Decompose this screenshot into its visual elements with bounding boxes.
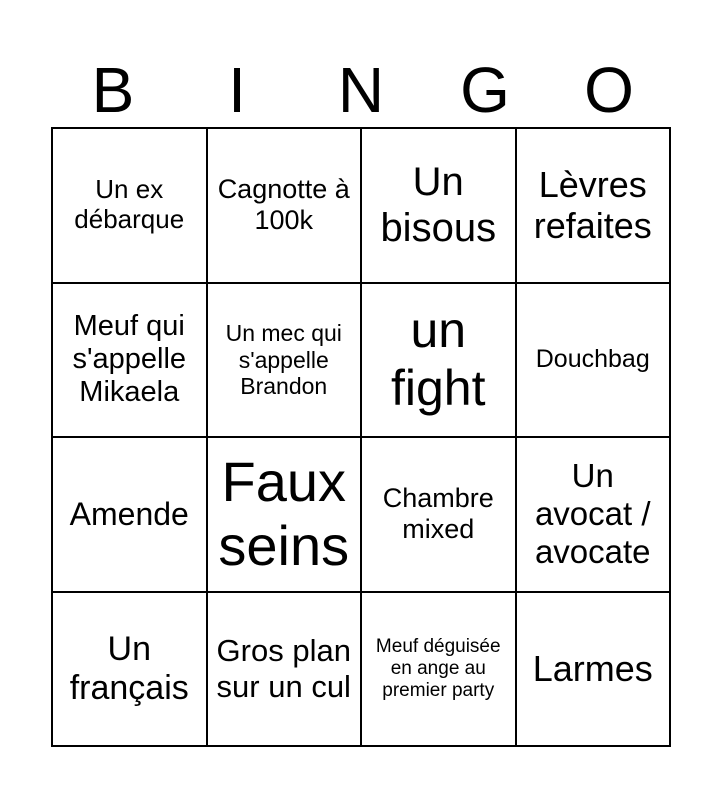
cell-text: Un français bbox=[69, 629, 189, 707]
bingo-cell[interactable] bbox=[362, 284, 517, 439]
bingo-cell[interactable] bbox=[517, 438, 672, 593]
cell-text: un fight bbox=[390, 302, 486, 416]
header-letter-b: B bbox=[91, 54, 135, 126]
bingo-cell[interactable] bbox=[362, 593, 517, 748]
bingo-header bbox=[51, 52, 671, 128]
bingo-cell[interactable] bbox=[517, 593, 672, 748]
bingo-cell[interactable] bbox=[517, 284, 672, 439]
bingo-cell[interactable] bbox=[53, 284, 208, 439]
bingo-cell[interactable] bbox=[208, 438, 363, 593]
cell-text: Amende bbox=[69, 495, 189, 532]
cell-text: Larmes bbox=[532, 648, 653, 690]
cell-text: Cagnotte à 100k bbox=[217, 174, 350, 236]
cell-text: Meuf qui s'appelle Mikaela bbox=[72, 309, 187, 409]
bingo-cell[interactable] bbox=[362, 438, 517, 593]
header-letter-o: O bbox=[584, 54, 634, 126]
cell-text: Un bisous bbox=[380, 160, 497, 251]
bingo-cell[interactable] bbox=[208, 129, 363, 284]
bingo-cell[interactable] bbox=[208, 593, 363, 748]
cell-text: Douchbag bbox=[535, 345, 650, 374]
cell-text: Meuf déguisée en ange au premier party bbox=[375, 635, 501, 701]
cell-text: Lèvres refaites bbox=[533, 163, 652, 247]
bingo-cell[interactable] bbox=[208, 284, 363, 439]
header-letter-i: I bbox=[228, 54, 246, 126]
bingo-cell[interactable] bbox=[53, 438, 208, 593]
cell-text: Un ex débarque bbox=[74, 174, 185, 235]
header-letter-n: N bbox=[337, 54, 385, 126]
bingo-cell[interactable] bbox=[517, 129, 672, 284]
cell-text: Chambre mixed bbox=[382, 483, 494, 545]
cell-text: Un mec qui s'appelle Brandon bbox=[225, 320, 342, 399]
bingo-board bbox=[51, 127, 671, 747]
cell-text: Faux seins bbox=[218, 449, 350, 578]
bingo-cell[interactable] bbox=[53, 593, 208, 748]
header-letter-g: G bbox=[460, 54, 510, 126]
bingo-cell[interactable] bbox=[362, 129, 517, 284]
cell-text: Un avocat / avocate bbox=[534, 457, 651, 571]
bingo-cell[interactable] bbox=[53, 129, 208, 284]
cell-text: Gros plan sur un cul bbox=[216, 633, 351, 704]
